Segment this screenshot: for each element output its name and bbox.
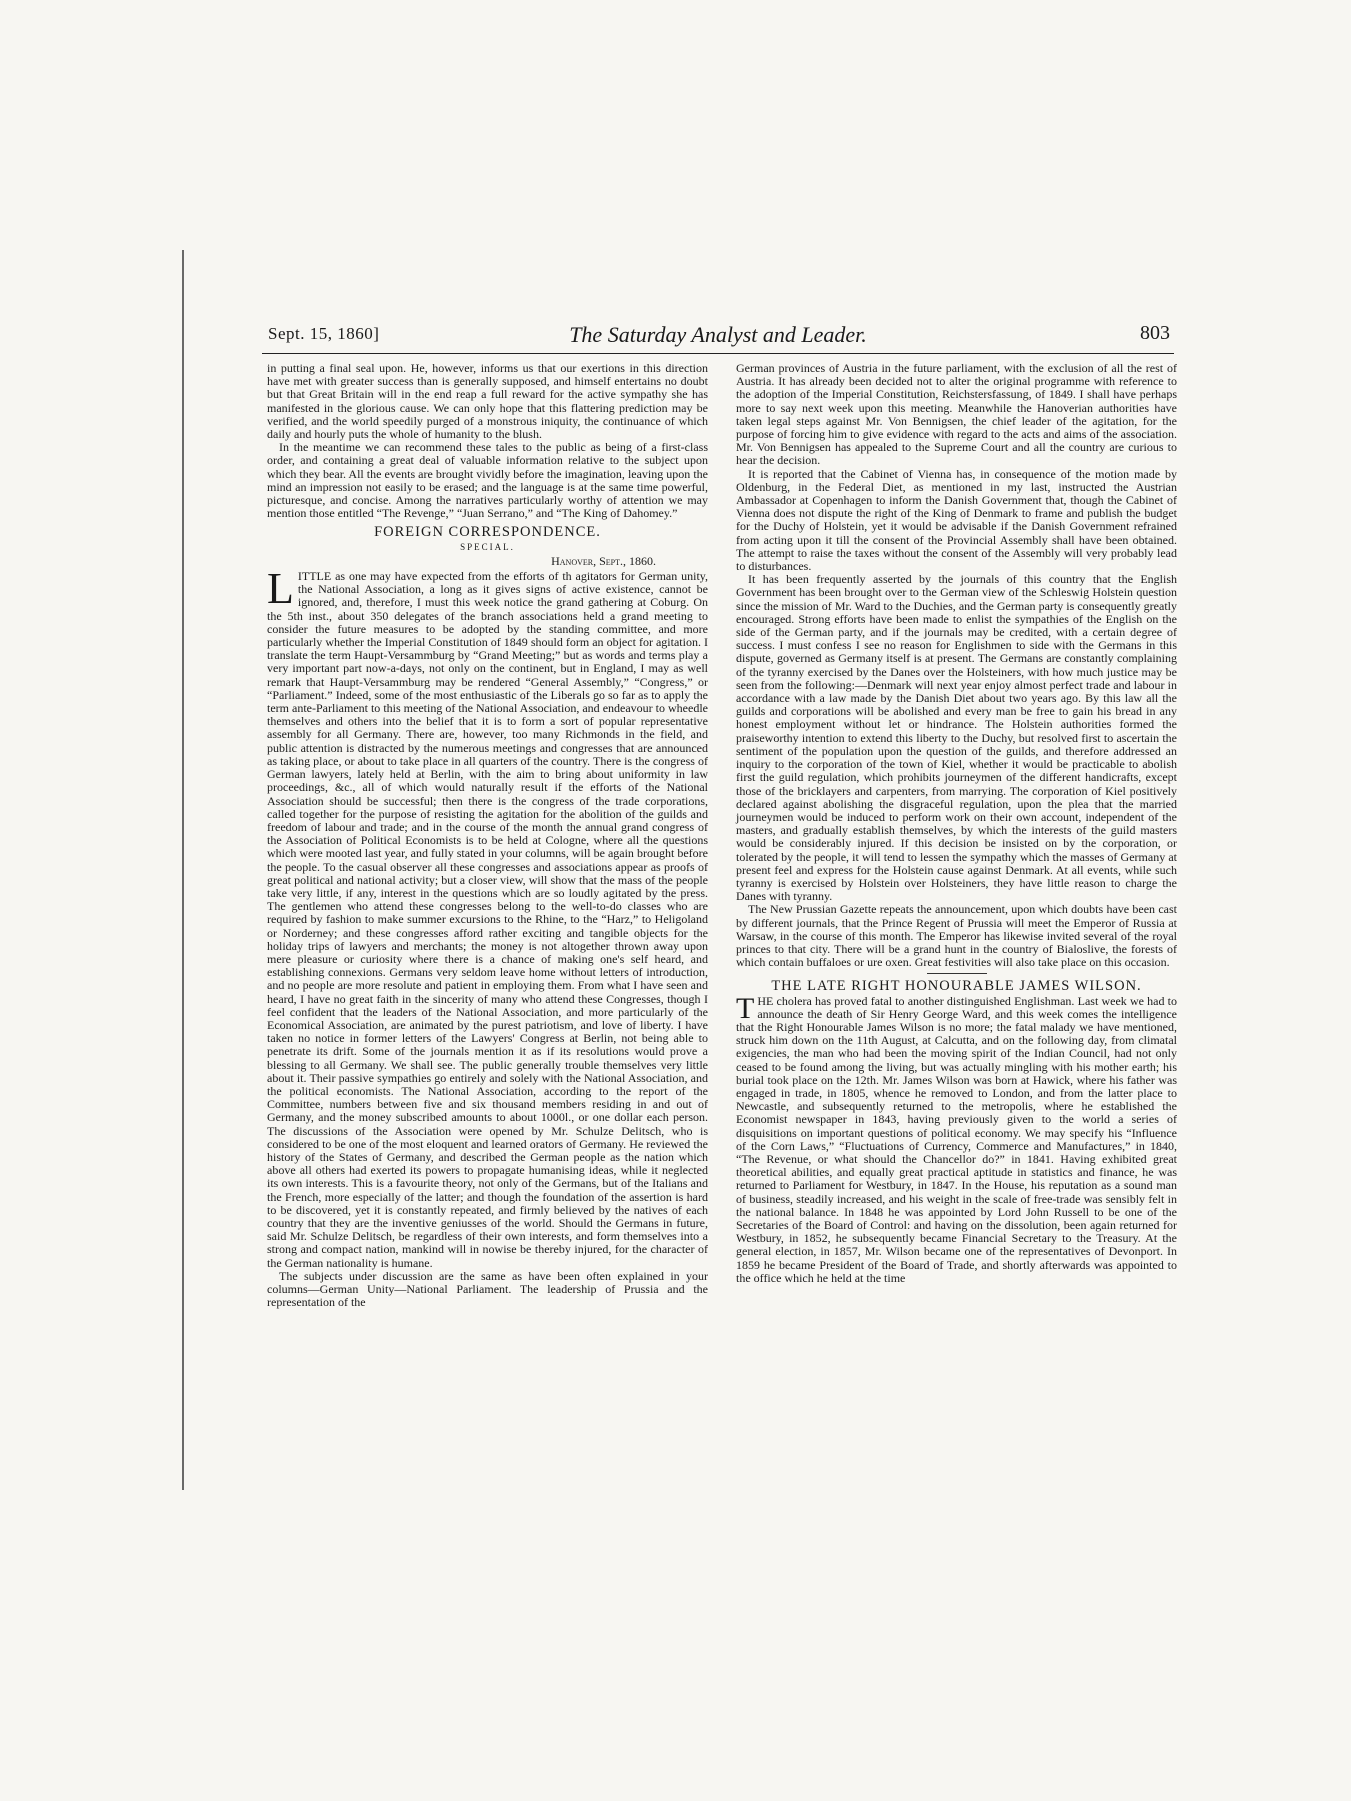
right-column bbox=[736, 362, 1177, 1285]
book-review-continuation: in putting a final seal upon. He, however, informs us that our exertions in this direction have met with greater success than is generally supposed, and himself entertains no doubt but that Great Britain will in the end reap a full reward for the active sympathy she has manifested in the glorious cause. We can only hope that this flattering prediction may be verified, and the world speedily purged of a monstrous iniquity, the continuance of which daily and hourly puts the whole of humanity to the blush. bbox=[267, 361, 708, 442]
correspondence-continuation-4: The New Prussian Gazette repeats the announcement, upon which doubts have been cast by different journals, that the Prince Regent of Prussia will meet the Emperor of Russia at Warsaw, in the course of this month. The Emperor has likewise invited several of the royal princes to that city. There will be a grand hunt in the country of Bialoslive, the forests of which contain buffaloes or ure oxen. Great festivities will also take place on this occasion. bbox=[736, 902, 1177, 970]
dateline bbox=[267, 555, 656, 568]
margin-rule bbox=[182, 250, 184, 1490]
correspondence-paragraph-2: The subjects under discussion are the same as have been often explained in your columns—German Unity—National Parliament. The leadership of Prussia and the representation of the bbox=[267, 1268, 708, 1310]
correspondence-paragraph-1-text: ITTLE as one may have expected from the efforts of th agitators for German unity, the National Association, a long as it gives signs of active existence, cannot be ignored, and, therefore, I must this week notice the grand gathering at Coburg. On the 5th inst., about 350 delegates of the branch associations held a grand meeting to consider the future measures to be adopted by the standing committee, and more particularly whether the Imperial Constitution of 1849 should form an object for agitation. I translate the term Haupt-Versammburg by “Grand Meeting;” but as words and terms play a very important part now-a-days, not only on the continent, but in England, I may as well remark that Haupt-Versammburg may be rendered “General Assembly,” “Congress,” or “Parliament.” Indeed, some of the most enthusiastic of the Liberals go so far as to apply the term ante-Parliament to this meeting of the National Association, and endeavour to wheedle themselves and others into the belief that it is to form a sort of popular representative assembly for all Germany. There are, however, too many Richmonds in the field, and public attention is distracted by the numerous meetings and congresses that are announced as taking place, or about to take place in all quarters of the country. There is the congress of German lawyers, lately held at Berlin, with the aim to bring about uniformity in law proceedings, &c., all of which would naturally result if the efforts of the National Association should be successful; then there is the congress of the trade corporations, called together for the purpose of resisting the agitation for the abolition of the guilds and freedom of labour and trade; and in the course of the month the annual grand congress of the Association of Political Economists is to be held at Cologne, where all the questions which were mooted last year, and fully stated in your columns, will be again brought before the people. To the casual observer all these congresses and associations appear as proofs of great political and national activity; but a closer view, will show that the mass of the people take very little, if any, interest in the questions which are so loudly agitated by the press. The gentlemen who attend these congresses belong to the well-to-do classes who are required by fashion to make summer excursions to the Rhine, to the “Harz,” to Heligoland or Norderney; and these congresses afford rather exciting and tangible objects for the holiday trips of lawyers and merchants; the money is not altogether thrown away upon mere pleasure or curiosity where there is a chance of making one's self heard, and establishing connexions. Germans very seldom leave home without letters of introduction, and no people are more resolute and patient in employing them. From what I have seen and heard, I have no great faith in the sincerity of many who attend these Congresses, though I feel confident that the leaders of the National Association, and more particularly of the Economical Association, are animated by the purest patriotism, and love of liberty. I have taken no notice in former letters of the Lawyers' Congress at Berlin, not being able to penetrate its drift. Some of the journals mention it as if its resolutions would prove a blessing to all Germany. We shall see. The public generally trouble themselves very little about it. Their passive sympathies go entirely and solely with the National Association, and the political economists. The National Association, according to the report of the Committee, numbers between five and six thousand members residing in and out of Germany, and the money subscribed amounts to about 1000l., or one dollar each person. The discussions of the Association were opened by Mr. Schulze Delitsch, who is considered to be one of the most eloquent and learned orators of Germany. He reviewed the history of the States of Germany, and described the German people as the nation which above all others had exerted its powers to propagate humanising ideas, while it neglected its own interests. This is a favourite theory, not only of the Germans, but of the Italians and the French, more especially of the latter; and though the foundation of the assertion is hard to be discovered, yet it is constantly repeated, and firmly believed by the natives of each country that they are the inventive geniusses of the world. Should the Germans in future, said Mr. Schulze Delitsch, be regardless of their own interests, and form themselves into a strong and compact nation, mankind will in nowise be thereby injured, for the character of the German nationality is humane. bbox=[267, 569, 708, 1270]
section-title-james-wilson: THE LATE RIGHT HONOURABLE JAMES WILSON. bbox=[771, 978, 1142, 995]
page-number: 803 bbox=[1140, 322, 1170, 344]
left-column bbox=[267, 362, 708, 1309]
special-label: SPECIAL. bbox=[460, 541, 515, 552]
drop-cap: T bbox=[736, 991, 755, 1025]
publication-title: The Saturday Analyst and Leader. bbox=[569, 322, 867, 347]
header-rule bbox=[262, 353, 1174, 355]
section-divider bbox=[927, 973, 987, 974]
correspondence-continuation-3: It has been frequently asserted by the journals of this country that the English Government has been brought over to the German view of the Schleswig Holstein question since the mission of Mr. Ward to the Duchies, and the German party is consequently greatly encouraged. Strong efforts have been made to enlist the sympathies of the English on the side of the German party, and if the journals may be credited, with a certain degree of success. I must confess I see no reason for Englishmen to side with the Germans in this dispute, governed as Germany itself is at present. The Germans are constantly complaining of the tyranny exercised by the Danes over the Holsteiners, with how much justice may be seen from the following:—Denmark will next year enjoy almost perfect trade and labour in accordance with a law made by the Danish Diet about two years ago. By this law all the guilds and corporations will be abolished and every man be free to gain his bread in any honest employment without let or hindrance. The Holstein authorities formed the praiseworthy intention to extend this liberty to the Duchy, but resolved first to ascertain the sentiment of the population upon the question of the guilds, and therefore addressed an inquiry to the corporation of the town of Kiel, whether it would be practicable to abolish first the guild regulation, which prohibits journeymen of the different handicrafts, except those of the bricklayers and carpenters, from marrying. The corporation of Kiel positively declared against abolishing the disgraceful regulation, upon the plea that the married journeymen would be induced to perform work on their own account, independent of the masters, and gradually establish themselves, by which the interests of the guild masters would be considerably injured. If this decision be insisted on by the corporation, or tolerated by the people, it will tend to lessen the sympathy which the masses of Germany at present feel and express for the Holstein cause against Denmark. At all events, while such tyranny is exercised by Holstein over Holsteiners, they have little reason to charge the Danes with tyranny. bbox=[736, 572, 1177, 904]
drop-cap: L bbox=[267, 564, 294, 614]
book-review-recommendation: In the meantime we can recommend these tales to the public as being of a first-class order, and containing a great deal of valuable information relative to the subject upon which they bear. All the events are brought vividly before the imagination, leaving upon the mind an impression not easily to be erased; and the language is at the same time powerful, picturesque, and concise. Among the narratives particularly worthy of attention we may mention those entitled “The Revenge,” “Juan Serrano,” and “The King of Dahomey.” bbox=[267, 440, 708, 521]
page-header bbox=[262, 318, 1174, 354]
correspondence-continuation-1: German provinces of Austria in the future parliament, with the exclusion of all the rest of Austria. It has already been decided not to alter the original programme with reference to the adoption of the Imperial Constitution, Reichstersfassung, of 1849. I shall have perhaps more to say next week upon this meeting. Meanwhile the Hanoverian authorities have taken legal steps against Mr. Von Bennigsen, the chief leader of the agitation, for the purpose of forcing him to give evidence with regard to the acts and aims of the association. Mr. Von Bennigsen has appealed to the Supreme Court and all the country are curious to hear the decision. bbox=[736, 361, 1177, 468]
section-title-foreign-correspondence: FOREIGN CORRESPONDENCE. bbox=[374, 524, 601, 541]
dateline-text: Hanover, Sept., 1860. bbox=[551, 553, 656, 568]
issue-date: Sept. 15, 1860] bbox=[268, 324, 380, 343]
obituary-paragraph bbox=[736, 991, 1177, 1285]
correspondence-continuation-2: It is reported that the Cabinet of Vienna has, in consequence of the motion made by Oldenburg, in the Federal Diet, as mentioned in my last, instructed the Austrian Ambassador at Copenhagen to inform the Danish Government that, though the Cabinet of Vienna does not dispute the right of the King of Denmark to frame and publish the budget for the Duchy of Holstein, yet it would be advisable if the Danish Government refrained from acting upon it till the consent of the Provincial Assembly shall have been obtained. The attempt to raise the taxes without the consent of the Assembly will very probably lead to disturbances. bbox=[736, 466, 1177, 574]
obituary-paragraph-text: HE cholera has proved fatal to another distinguished Englishman. Last week we had to announce the death of Sir Henry George Ward, and this week comes the intelligence that the Right Honourable James Wilson is no more; the fatal malady we have mentioned, struck him down on the 11th August, at Calcutta, and on the following day, from climatal exigencies, the man who had been the moving spirit of the Indian Council, had not only ceased to be found among the living, but was actually mingling with his mother earth; his burial took place on the 12th. Mr. James Wilson was born at Hawick, where his father was engaged in trade, in 1805, whence he removed to London, and from the latter place to Newcastle, and subsequently returned to the metropolis, where he established the Economist newspaper in 1843, having previously given to the world a series of disquisitions on important questions of political economy. We may specify his “Influence of the Corn Laws,” “Fluctuations of Currency, Commerce and Manufactures,” in 1840, “The Revenue, or what should the Chancellor do?” in 1841. Having exhibited great theoretical abilities, and equally great practical aptitude in statistics and finance, he was returned to Parliament for Westbury, in 1847. In the House, his reputation as a sound man of business, steadily increased, and his weight in the scale of free-trade was sensibly felt in the national balance. In 1848 he was appointed by Lord John Russell to be one of the Secretaries of the Board of Control: and having on the dissolution, been again returned for Westbury, in 1852, he subsequently became Financial Secretary to the Treasury. At the general election, in 1857, Mr. Wilson became one of the representatives of Devonport. In 1859 he became President of the Board of Trade, and shortly afterwards was appointed to the office which he held at the time bbox=[736, 993, 1177, 1285]
correspondence-paragraph-1 bbox=[267, 564, 708, 1270]
